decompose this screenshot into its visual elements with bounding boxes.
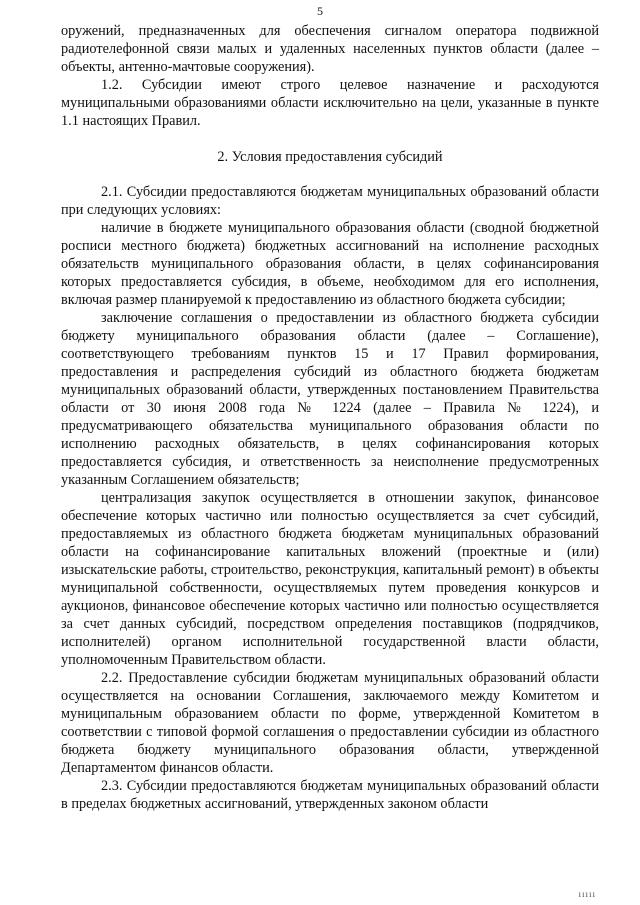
paragraph: 2.1. Субсидии предоставляются бюджетам муниципальных образований области при следующих условиях: xyxy=(61,184,599,218)
paragraph: заключение соглашения о предоставлении из областного бюджета субсидии бюджету муниципального образования области (далее – Соглашение), соответствующего требованиям пунктов 15 и 17 Правил формирования, предоставления и распределения субсидий из областного бюджета бюджетам муниципальных образований области, утвержденных постановлением Правительства области от 30 июня 2008 года № 1224 (далее – Правила № 1224), и предусматривающего обязательства муниципального образования области по исполнению расходных обязательств, в целях софинансирования которых предоставляется субсидия, и ответственность за неисполнение предусмотренных указанным Соглашением обязательств; xyxy=(61,310,599,488)
paragraph: 1.2. Субсидии имеют строго целевое назначение и расходуются муниципальными образованиями области исключительно на цели, указанные в пункте 1.1 настоящих Правил. xyxy=(61,77,599,129)
scan-mark: ııııı xyxy=(578,889,596,899)
paragraph: 2.2. Предоставление субсидии бюджетам муниципальных образований области осуществляется на основании Соглашения, заключаемого между Комитетом и муниципальным образованием области по форме, утвержденной Комитетом в соответствии с типовой формой соглашения о предоставлении субсидии из областного бюджета бюджету муниципального образования области, утвержденной Департаментом финансов области. xyxy=(61,670,599,776)
paragraph: 2.3. Субсидии предоставляются бюджетам муниципальных образований области в пределах бюджетных ассигнований, утвержденных законом области xyxy=(61,778,599,812)
paragraph: централизация закупок осуществляется в отношении закупок, финансовое обеспечение которых частично или полностью осуществляется за счет субсидий, предоставляемых из областного бюджета бюджетам муниципальных образований области на софинансирование капитальных вложений (проектные и (или) изыскательские работы, строительство, реконструкция, капитальный ремонт) в объекты муниципальной собственности, осуществляемых путем проведения конкурсов и аукционов, финансовое обеспечение которых частично или полностью осуществляется за счет данных субсидий, посредством определения поставщиков (подрядчиков, исполнителей) органом исполнительной государственной власти области, уполномоченным Правительством области. xyxy=(61,490,599,668)
page-number: 5 xyxy=(317,4,323,18)
section-heading: 2. Условия предоставления субсидий xyxy=(217,149,443,165)
paragraph: оружений, предназначенных для обеспечения сигналом оператора подвижной радиотелефонной связи малых и удаленных населенных пунктов области (далее – объекты, антенно-мачтовые сооружения). xyxy=(61,23,599,75)
document-body xyxy=(61,22,599,813)
paragraph: наличие в бюджете муниципального образования области (сводной бюджетной росписи местного бюджета) бюджетных ассигнований на исполнение расходных обязательств муниципального образования области, в целях софинансирования которых предоставляется субсидия, в объеме, необходимом для его исполнения, включая размер планируемой к предоставлению из областного бюджета субсидии; xyxy=(61,220,599,308)
